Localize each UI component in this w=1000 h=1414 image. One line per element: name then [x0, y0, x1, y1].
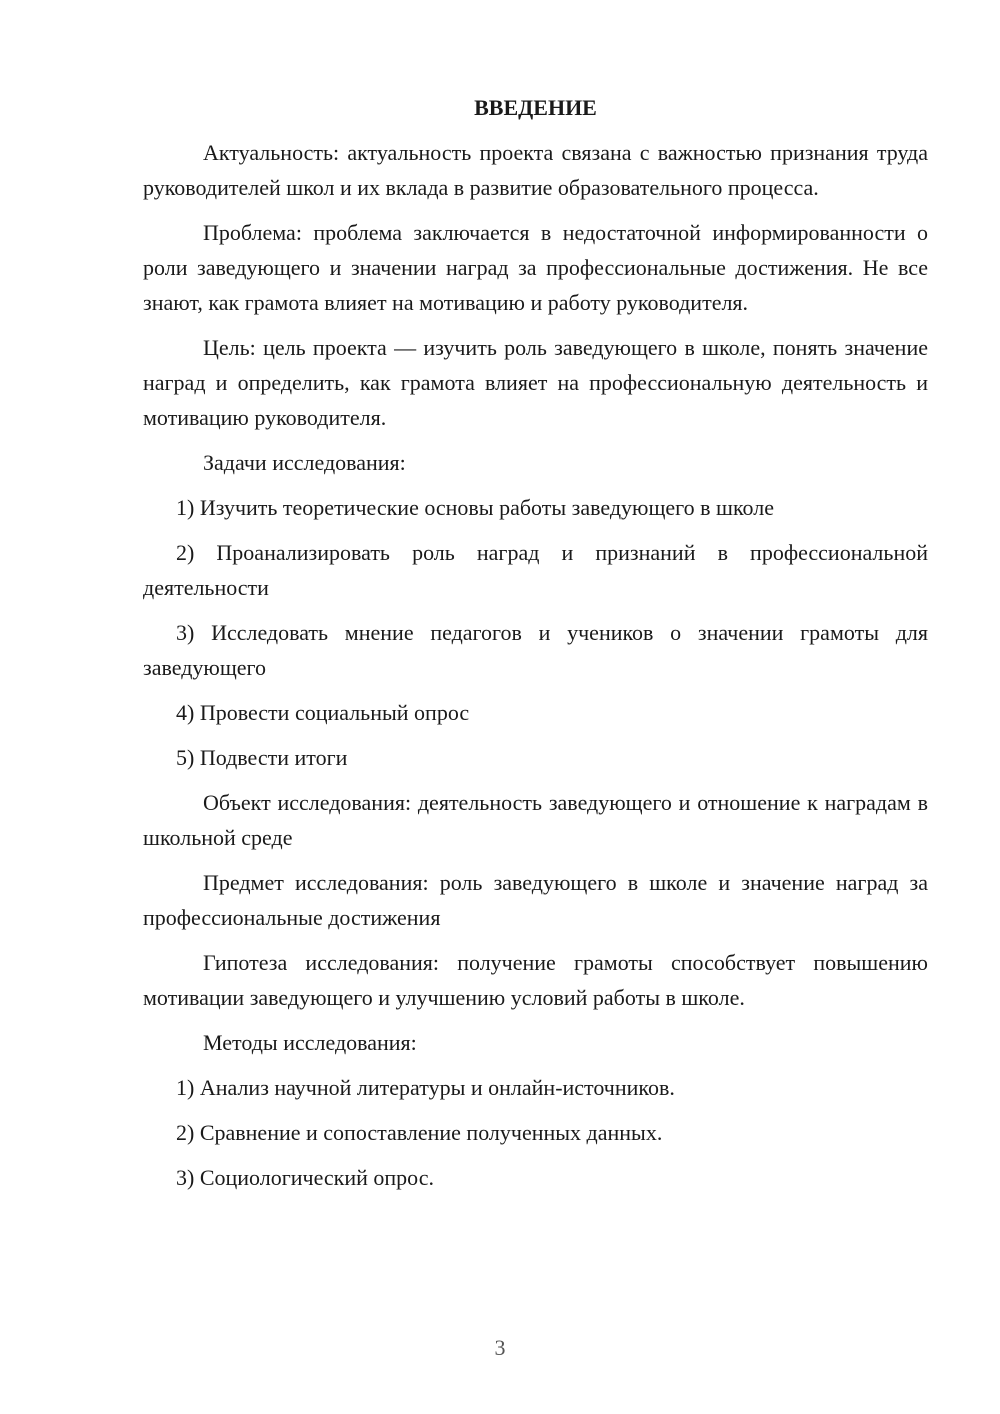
subject-paragraph: Предмет исследования: роль заведующего в школе и значение наград за профессиональные достижения	[143, 870, 928, 930]
method-item: 3) Социологический опрос.	[176, 1165, 434, 1190]
method-item: 1) Анализ научной литературы и онлайн-источников.	[176, 1075, 675, 1100]
page-title: ВВЕДЕНИЕ	[474, 95, 597, 120]
method-item: 2) Сравнение и сопоставление полученных данных.	[176, 1120, 663, 1145]
page-number: 3	[494, 1335, 506, 1360]
task-item: 4) Провести социальный опрос	[176, 700, 470, 725]
hypothesis-paragraph: Гипотеза исследования: получение грамоты способствует повышению мотивации заведующего и улучшению условий работы в школе.	[143, 950, 928, 1010]
task-item: 2) Проанализировать роль наград и признаний в профессиональной деятельности	[143, 540, 928, 600]
task-item: 1) Изучить теоретические основы работы заведующего в школе	[176, 495, 774, 520]
object-paragraph: Объект исследования: деятельность заведующего и отношение к наградам в школьной среде	[143, 790, 928, 850]
problem-paragraph: Проблема: проблема заключается в недостаточной информированности о роли заведующего и значении наград за профессиональные достижения. Не все знают, как грамота влияет на мотивацию и работу руководителя.	[143, 220, 928, 315]
document-page	[143, 90, 928, 1205]
tasks-heading: Задачи исследования:	[203, 450, 406, 475]
goal-paragraph: Цель: цель проекта — изучить роль заведующего в школе, понять значение наград и определить, как грамота влияет на профессиональную деятельность и мотивацию руководителя.	[143, 335, 928, 430]
task-item: 3) Исследовать мнение педагогов и учеников о значении грамоты для заведующего	[143, 620, 928, 680]
relevance-paragraph: Актуальность: актуальность проекта связана с важностью признания труда руководителей школ и их вклада в развитие образовательного процесса.	[143, 140, 928, 200]
task-item: 5) Подвести итоги	[176, 745, 348, 770]
methods-heading: Методы исследования:	[203, 1030, 417, 1055]
